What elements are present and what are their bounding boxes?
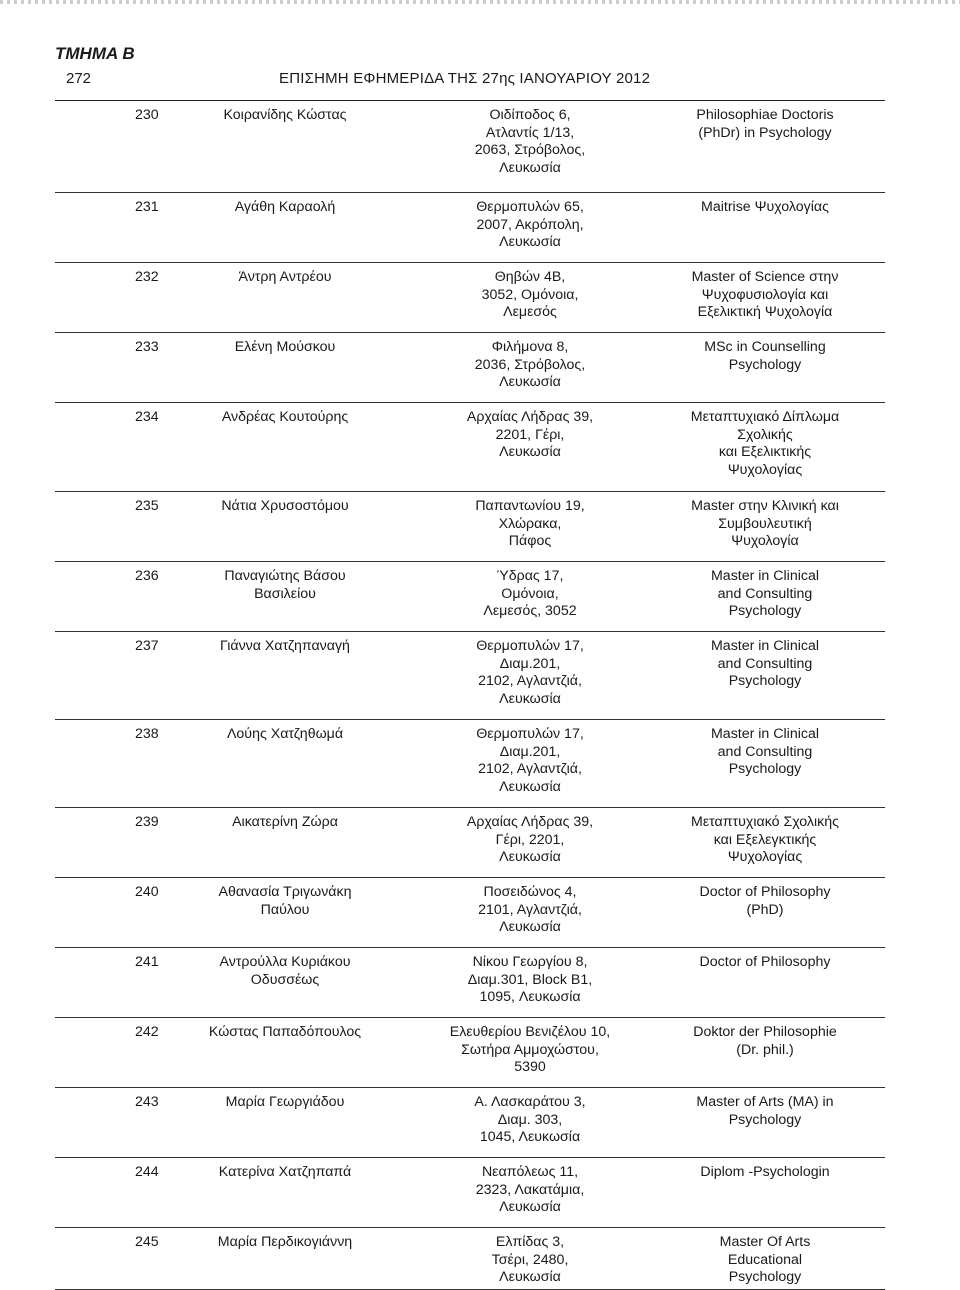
degree-title: Diplom -Psychologin	[700, 1164, 830, 1180]
row-number: 240	[135, 884, 159, 900]
person-name: Αντρούλλα Κυριάκου Οδυσσέως	[219, 954, 351, 988]
person-name: Ανδρέας Κουτούρης	[221, 409, 349, 425]
table-row	[55, 1088, 885, 1158]
degree-title: Μεταπτυχιακό Δίπλωμα Σχολικής και Εξελικτικής Ψυχολογίας	[690, 409, 840, 478]
degree-title: Doctor of Philosophy (PhD)	[699, 884, 831, 918]
degree-title: Doctor of Philosophy	[699, 954, 831, 970]
table-row	[55, 263, 885, 333]
person-name: Μαρία Γεωργιάδου	[225, 1094, 345, 1110]
table-row	[55, 562, 885, 632]
address: Παπαντωνίου 19, Χλώρακα, Πάφος	[475, 498, 585, 550]
person-name: Κώστας Παπαδόπουλος	[208, 1024, 362, 1040]
address: Ύδρας 17, Ομόνοια, Λεμεσός, 3052	[483, 568, 577, 620]
address: Νεαπόλεως 11, 2323, Λακατάμια, Λευκωσία	[475, 1164, 585, 1216]
gazette-title: ΕΠΙΣΗΜΗ ΕΦΗΜΕΡΙΔΑ ΤΗΣ 27ης ΙΑΝΟΥΑΡΙΟΥ 2012	[279, 70, 651, 87]
row-number: 242	[135, 1024, 159, 1040]
degree-title: Master Of Arts Educational Psychology	[719, 1234, 811, 1286]
address: Θερμοπυλών 17, Διαμ.201, 2102, Αγλαντζιά, Λευκωσία	[476, 638, 584, 707]
address: Αρχαίας Λήδρας 39, Γέρι, 2201, Λευκωσία	[466, 814, 594, 866]
degree-title: Master in Clinical and Consulting Psychology	[710, 568, 819, 620]
person-name: Παναγιώτης Βάσου Βασιλείου	[224, 568, 346, 602]
person-name: Αικατερίνη Ζώρα	[232, 814, 338, 830]
person-name: Άντρη Αντρέου	[238, 269, 332, 285]
address: Νίκου Γεωργίου 8, Διαμ.301, Block B1, 1095, Λευκωσία	[467, 954, 593, 1006]
row-number: 232	[135, 269, 159, 285]
degree-title: Doktor der Philosophie (Dr. phil.)	[693, 1024, 837, 1058]
degree-title: Master of Arts (MA) in Psychology	[696, 1094, 834, 1128]
table-row	[55, 948, 885, 1018]
table-row	[55, 1158, 885, 1228]
degree-title: MSc in Counselling Psychology	[704, 339, 826, 373]
degree-title: Μεταπτυχιακό Σχολικής και Εξελεγκτικής Ψυχολογίας	[691, 814, 839, 866]
person-name: Κατερίνα Χατζηπαπά	[218, 1164, 352, 1180]
degree-title: Master in Clinical and Consulting Psychology	[710, 638, 819, 690]
degree-title: Philosophiae Doctoris (PhDr) in Psychology	[696, 107, 834, 141]
table-row	[55, 808, 885, 878]
row-number: 239	[135, 814, 159, 830]
address: Α. Λασκαράτου 3, Διαμ. 303, 1045, Λευκωσία	[474, 1094, 586, 1146]
person-name: Ελένη Μούσκου	[234, 339, 336, 355]
table-row	[55, 193, 885, 263]
person-name: Κοιρανίδης Κώστας	[223, 107, 347, 123]
person-name: Μαρία Περδικογιάννη	[217, 1234, 353, 1250]
degree-title: Master στην Κλινική και Συμβουλευτική Ψυχολογία	[691, 498, 839, 550]
row-number: 231	[135, 199, 159, 215]
table-row	[55, 1018, 885, 1088]
address: Ελευθερίου Βενιζέλου 10, Σωτήρα Αμμοχώστου, 5390	[449, 1024, 611, 1076]
person-name: Γιάννα Χατζηπαναγή	[220, 638, 350, 654]
row-number: 230	[135, 107, 159, 123]
table-row	[55, 403, 885, 492]
row-number: 245	[135, 1234, 159, 1250]
address: Θερμοπυλών 65, 2007, Ακρόπολη, Λευκωσία	[476, 199, 584, 251]
address: Φιλήμονα 8, 2036, Στρόβολος, Λευκωσία	[474, 339, 586, 391]
person-name: Λούης Χατζηθωμά	[226, 726, 344, 742]
degree-title: Maitrise Ψυχολογίας	[701, 199, 829, 215]
address: Οιδίποδος 6, Ατλαντίς 1/13, 2063, Στρόβολος, Λευκωσία	[474, 107, 586, 176]
row-number: 241	[135, 954, 159, 970]
row-number: 235	[135, 498, 159, 514]
row-number: 237	[135, 638, 159, 654]
row-number: 234	[135, 409, 159, 425]
degree-title: Master in Clinical and Consulting Psychology	[710, 726, 819, 778]
table-row	[55, 492, 885, 562]
degree-title: Master of Science στην Ψυχοφυσιολογία και Εξελικτική Ψυχολογία	[691, 269, 839, 321]
address: Θερμοπυλών 17, Διαμ.201, 2102, Αγλαντζιά, Λευκωσία	[476, 726, 584, 795]
section-title: ΤΜΗΜΑ Β	[55, 44, 135, 63]
table-row	[55, 101, 885, 193]
table-row	[55, 632, 885, 720]
table-row	[55, 1228, 885, 1290]
row-number: 233	[135, 339, 159, 355]
row-number: 244	[135, 1164, 159, 1180]
page-number: 272	[66, 70, 92, 87]
address: Ποσειδώνος 4, 2101, Αγλαντζιά, Λευκωσία	[478, 884, 582, 936]
address: Ελπίδας 3, Τσέρι, 2480, Λευκωσία	[491, 1234, 569, 1286]
row-number: 238	[135, 726, 159, 742]
row-number: 236	[135, 568, 159, 584]
table-row	[55, 878, 885, 948]
person-name: Αγάθη Καραολή	[234, 199, 336, 215]
person-name: Νάτια Χρυσοστόμου	[221, 498, 349, 514]
registry-table	[55, 100, 885, 1290]
table-row	[55, 720, 885, 808]
person-name: Αθανασία Τριγωνάκη Παύλου	[218, 884, 352, 918]
row-number: 243	[135, 1094, 159, 1110]
table-row	[55, 333, 885, 403]
address: Θηβών 4Β, 3052, Ομόνοια, Λεμεσός	[481, 269, 579, 321]
scan-edge-artifact	[0, 0, 960, 4]
address: Αρχαίας Λήδρας 39, 2201, Γέρι, Λευκωσία	[466, 409, 594, 461]
